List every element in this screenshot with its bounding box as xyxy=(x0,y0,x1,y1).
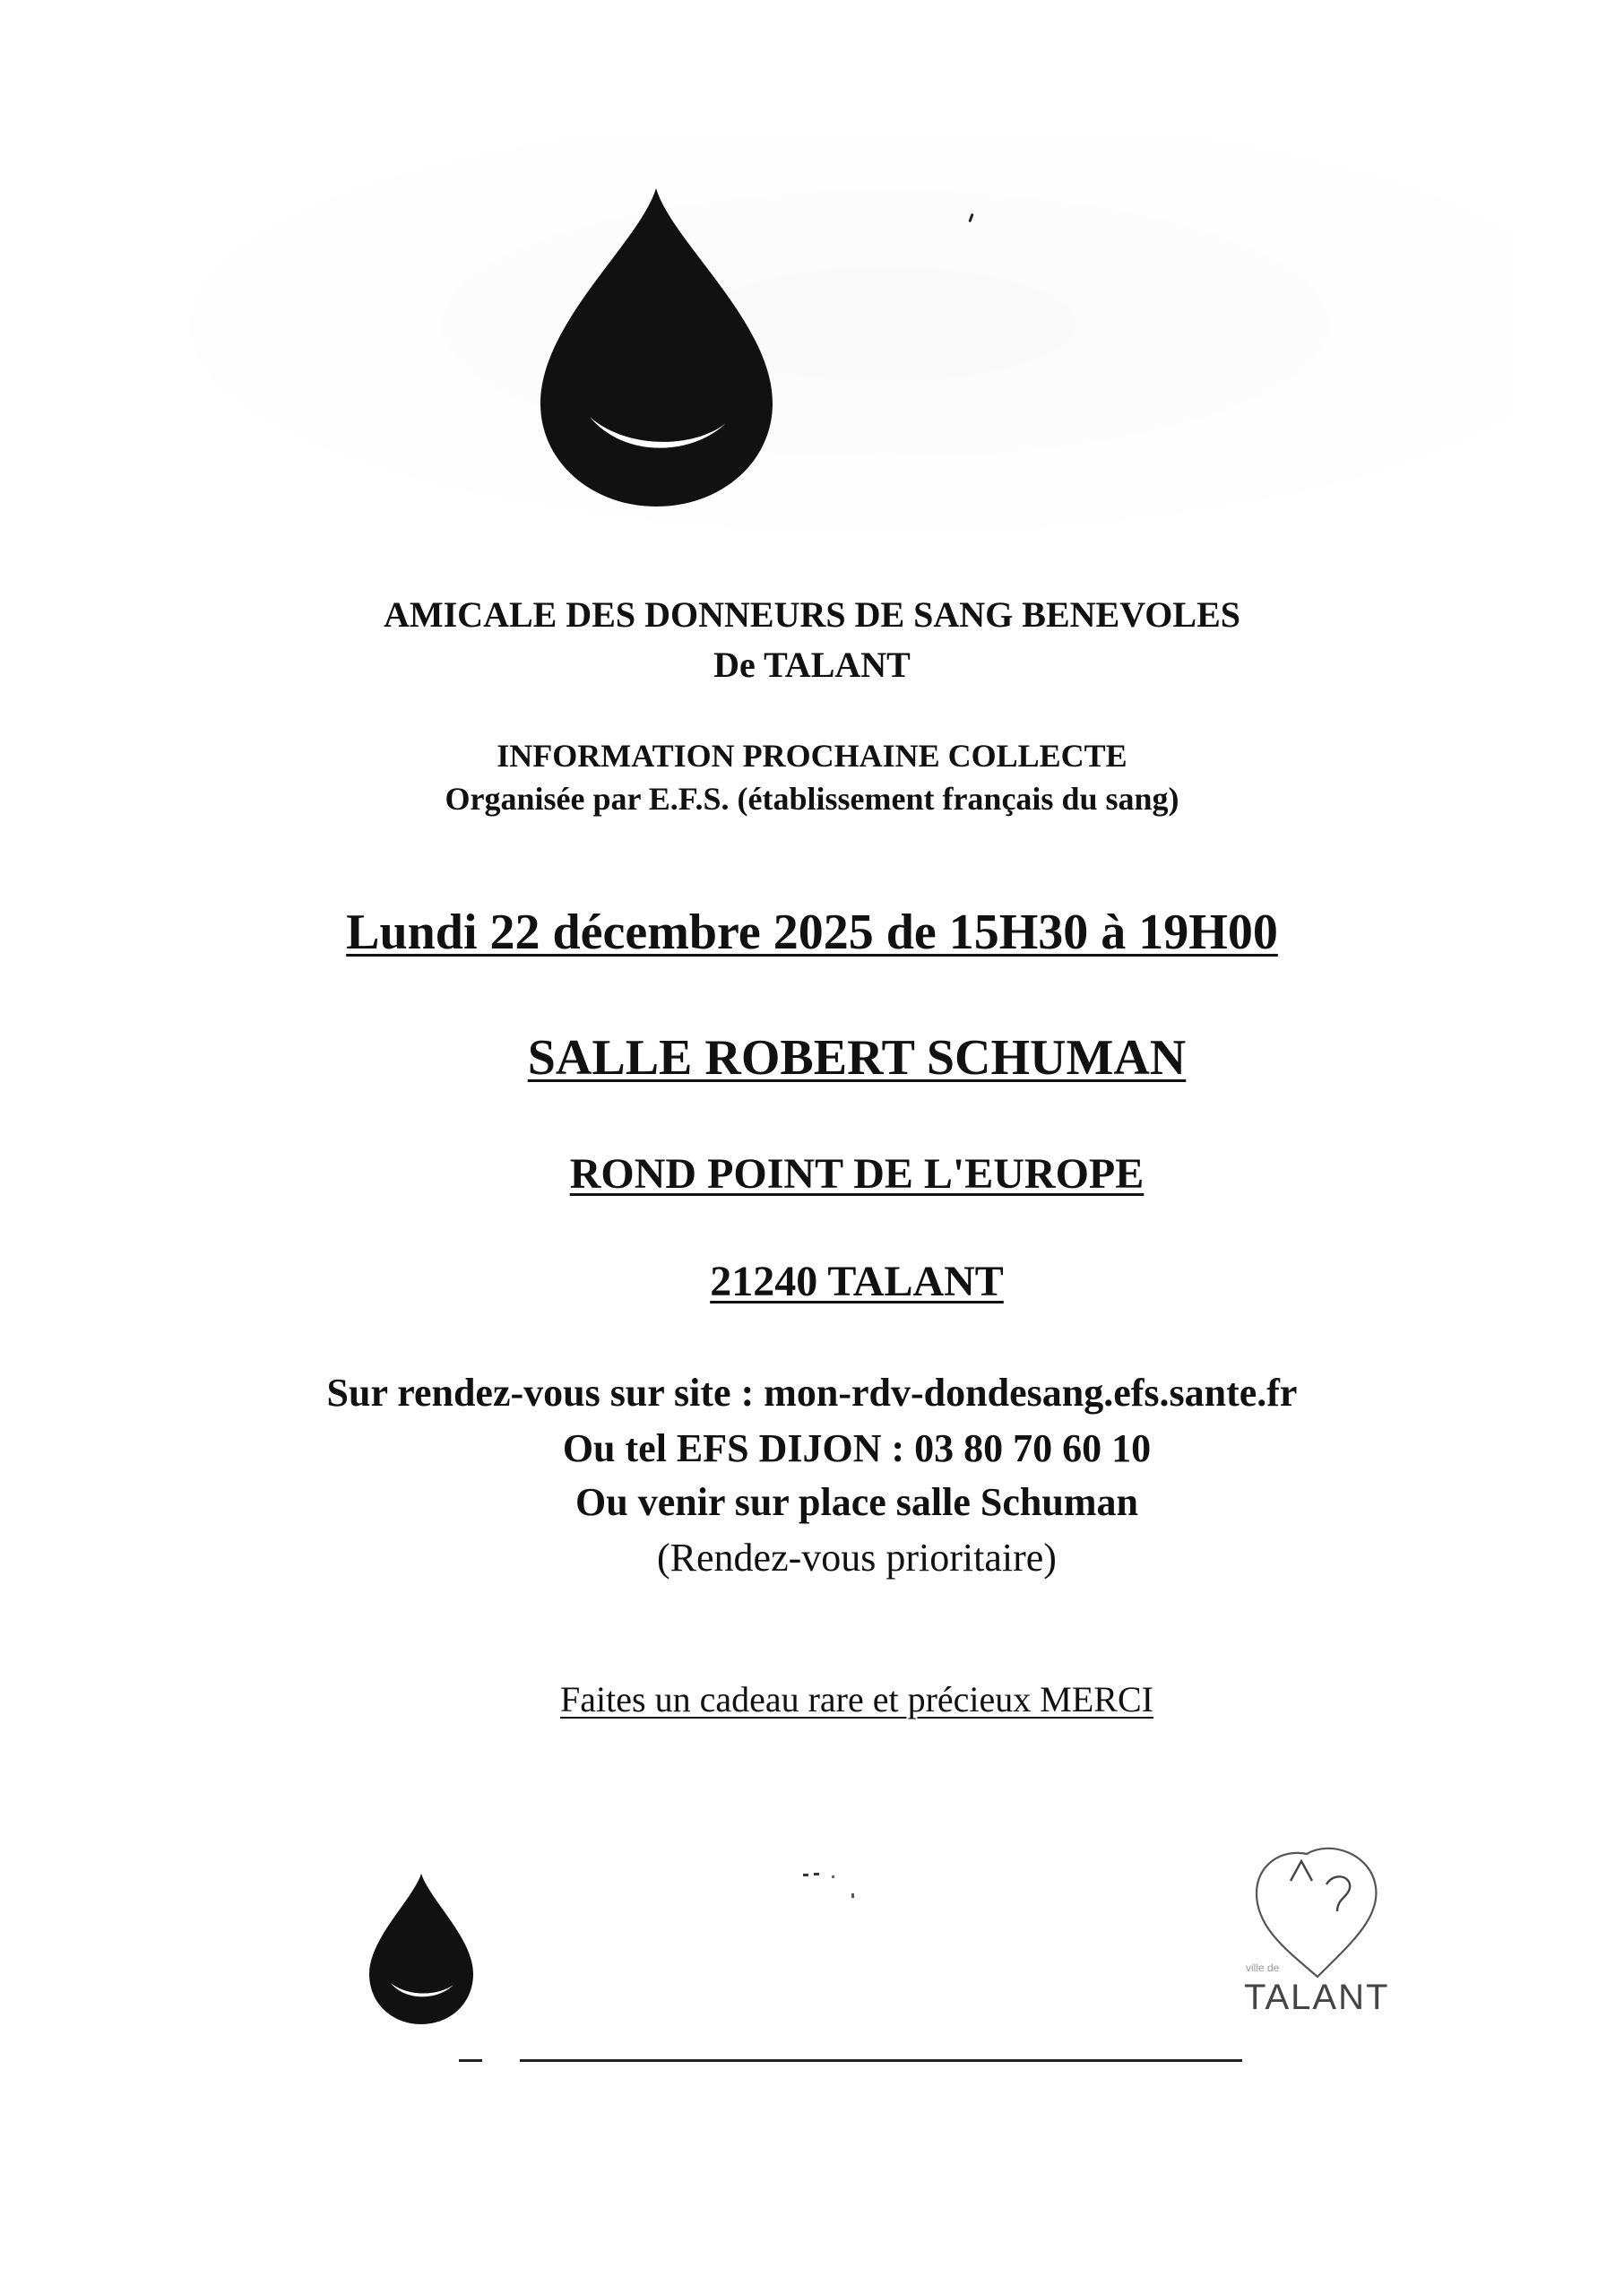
event-postal: 21240 TALANT xyxy=(710,1258,1004,1305)
booking-onsite: Ou venir sur place salle Schuman xyxy=(575,1480,1138,1524)
org-city: De TALANT xyxy=(713,645,911,685)
info-subtitle: Organisée par E.F.S. (établissement français du sang) xyxy=(445,781,1179,817)
signature-rule xyxy=(520,2059,1242,2062)
thanks-line xyxy=(45,1678,1624,1720)
scan-dots xyxy=(787,1866,877,1902)
logo-small-text: ville de xyxy=(1246,1962,1280,1974)
org-name: AMICALE DES DONNEURS DE SANG BENEVOLES xyxy=(383,594,1241,635)
booking-phone: Ou tel EFS DIJON : 03 80 70 60 10 xyxy=(562,1426,1152,1470)
scan-haze xyxy=(117,134,1515,556)
blood-drop-icon xyxy=(538,188,775,511)
blood-drop-icon xyxy=(367,1874,475,2026)
event-address: ROND POINT DE L'EUROPE xyxy=(569,1150,1145,1198)
signature-dash xyxy=(459,2059,482,2062)
booking-site: Sur rendez-vous sur site : mon-rdv-dondesang.efs.sante.fr xyxy=(326,1371,1298,1415)
event-date: Lundi 22 décembre 2025 de 15H30 à 19H00 xyxy=(346,905,1278,960)
thanks-text: Faites un cadeau rare et précieux MERCI xyxy=(560,1679,1153,1719)
booking-note: (Rendez-vous prioritaire) xyxy=(657,1536,1057,1580)
logo-wordmark: TALANT xyxy=(1244,1978,1390,2017)
event-venue: SALLE ROBERT SCHUMAN xyxy=(527,1030,1187,1086)
info-title: INFORMATION PROCHAINE COLLECTE xyxy=(497,738,1127,774)
